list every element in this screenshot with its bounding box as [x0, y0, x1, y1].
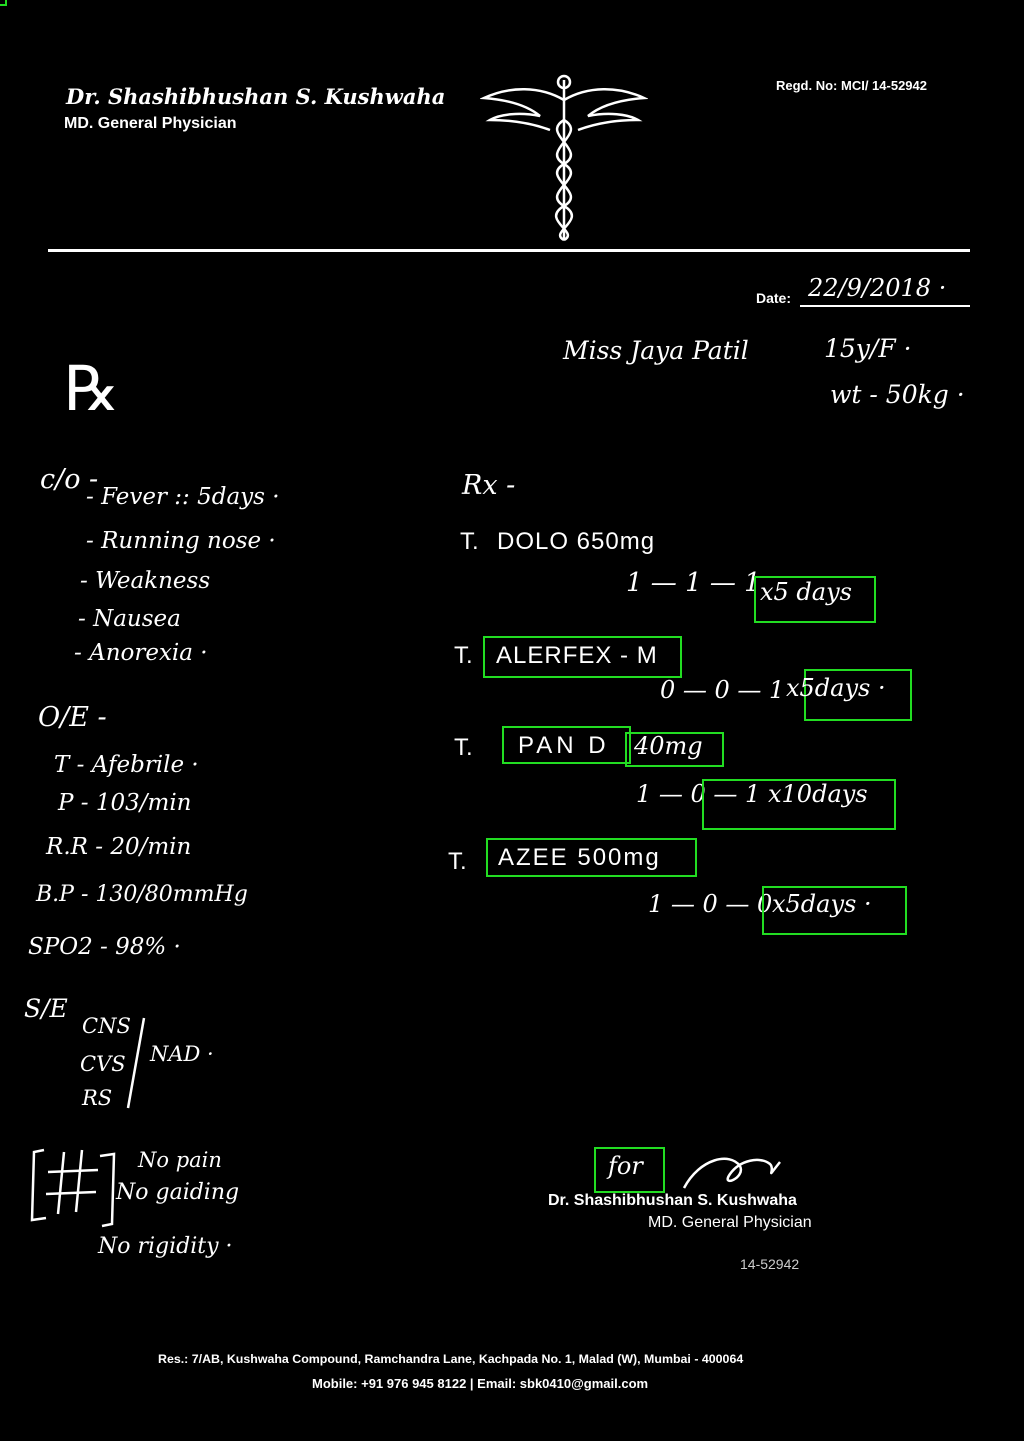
system-item: CVS — [80, 1052, 126, 1076]
complaint-item: - Weakness — [80, 568, 211, 594]
caduceus-icon — [480, 72, 648, 244]
doctor-name: Dr. Shashibhushan S. Kushwaha — [66, 84, 446, 109]
date-value: 22/9/2018 · — [808, 274, 947, 302]
med-strength: 40mg — [634, 732, 703, 760]
hash-bracket-icon — [28, 1144, 118, 1230]
complaint-item: - Anorexia · — [74, 640, 208, 666]
date-underline — [800, 305, 970, 307]
med-name: ALERFEX - M — [496, 642, 658, 669]
date-label: Date: — [756, 290, 792, 306]
bracket-line — [124, 1016, 148, 1112]
examination-item: SPO2 - 98% · — [28, 934, 181, 960]
complaint-item: - Nausea — [78, 606, 181, 632]
med-duration: x5days · — [786, 674, 886, 702]
med-name: PAN D — [518, 732, 610, 759]
system-item: CNS — [82, 1014, 131, 1038]
footer-address: Res.: 7/AB, Kushwaha Compound, Ramchandra Lane, Kachpada No. 1, Malad (W), Mumbai - 400064 — [158, 1352, 744, 1366]
med-prefix: T. — [460, 528, 479, 555]
med-duration: x5days · — [772, 890, 872, 918]
examination-item: T - Afebrile · — [54, 752, 199, 778]
corner-marker — [0, 0, 7, 6]
examination-heading: O/E - — [38, 702, 107, 733]
med-duration: x5 days — [760, 578, 852, 606]
examination-item: R.R - 20/min — [46, 834, 192, 860]
med-dose: 1 — 0 — 1 — [636, 780, 761, 808]
med-dose: 1 — 1 — 1 — [626, 568, 761, 598]
signature-reg: 14-52942 — [740, 1256, 800, 1272]
examination-item: P - 103/min — [58, 790, 192, 816]
complaint-item: - Fever :: 5days · — [86, 484, 280, 510]
signature-for: for — [608, 1152, 643, 1180]
rx-symbol: ℞ — [64, 352, 120, 425]
signature-name: Dr. Shashibhushan S. Kushwaha — [548, 1192, 797, 1209]
complaint-item: - Running nose · — [86, 528, 276, 554]
patient-name: Miss Jaya Patil — [563, 336, 749, 365]
footer-contact: Mobile: +91 976 945 8122 | Email: sbk0410@gmail.com — [312, 1376, 649, 1391]
med-name: AZEE 500mg — [498, 844, 661, 871]
med-dose: 1 — 0 — 0 — [648, 890, 773, 918]
note-line: No pain — [138, 1148, 222, 1172]
registration-number: Regd. No: MCI/ 14-52942 — [776, 78, 927, 93]
signature-scribble-icon — [680, 1148, 790, 1198]
header-divider — [48, 249, 970, 252]
med-prefix: T. — [454, 734, 473, 761]
systemic-finding: NAD · — [150, 1042, 214, 1066]
med-prefix: T. — [454, 642, 473, 669]
prescription-heading: Rx - — [462, 470, 516, 501]
med-prefix: T. — [448, 848, 467, 875]
complaints-heading: c/o - — [40, 464, 99, 495]
patient-weight: wt - 50kg · — [830, 380, 965, 409]
med-duration: x10days — [768, 780, 868, 808]
patient-age-sex: 15y/F · — [824, 334, 912, 363]
signature-title: MD. General Physician — [648, 1214, 812, 1231]
system-item: RS — [82, 1086, 113, 1110]
doctor-qualification: MD. General Physician — [64, 115, 237, 132]
med-dose: 0 — 0 — 1 — [660, 676, 785, 704]
med-name: DOLO 650mg — [497, 528, 656, 555]
systemic-label: S/E — [24, 994, 68, 1023]
note-line: No rigidity · — [98, 1234, 233, 1259]
note-line: No gaiding — [116, 1180, 240, 1205]
examination-item: B.P - 130/80mmHg — [36, 882, 248, 907]
